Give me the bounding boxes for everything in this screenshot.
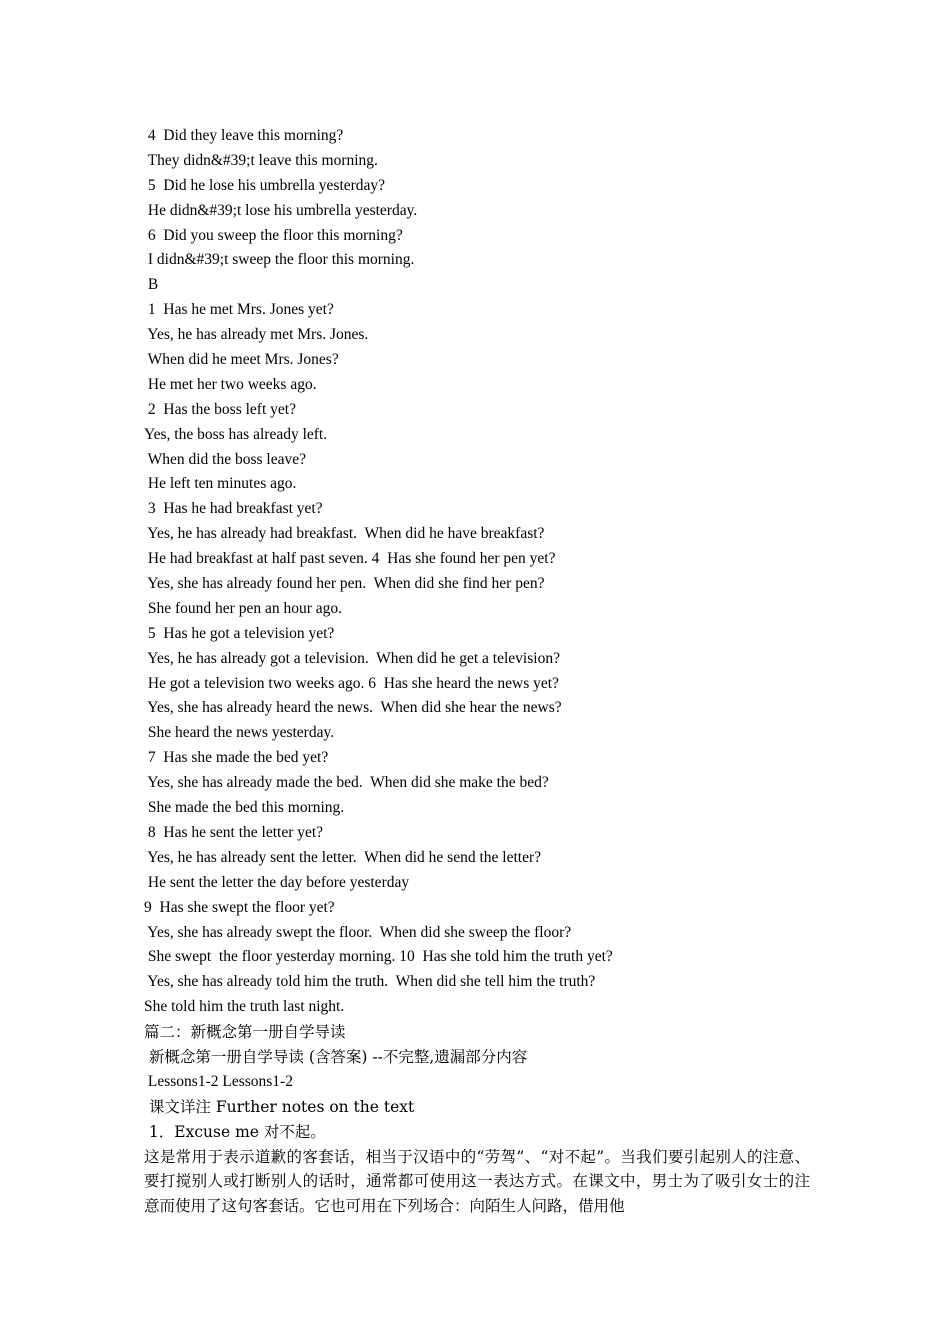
text-line: Yes, he has already sent the letter. When did he send the letter? (144, 848, 541, 866)
section-label: B (144, 276, 159, 294)
text-line: She told him the truth last night. (144, 998, 345, 1016)
text-line: Yes, she has already told him the truth. When did she tell him the truth? (144, 973, 596, 991)
text-line: She made the bed this morning. (144, 799, 345, 817)
text-line: He had breakfast at half past seven. 4 Has she found her pen yet? (144, 550, 556, 568)
text-line: He met her two weeks ago. (144, 375, 317, 393)
lesson-label: Lessons1-2 Lessons1-2 (144, 1072, 293, 1090)
text-line: Yes, she has already made the bed. When did she make the bed? (144, 774, 549, 792)
text-line: She swept the floor yesterday morning. 10 Has she told him the truth yet? (144, 948, 613, 966)
text-line: 5 Has he got a television yet? (144, 624, 335, 642)
text-line: 3 Has he had breakfast yet? (144, 500, 323, 518)
text-line: Yes, she has already heard the news. When did she hear the news? (144, 699, 562, 717)
text-line: They didn&#39;t leave this morning. (144, 151, 378, 169)
text-line: 5 Did he lose his umbrella yesterday? (144, 176, 386, 194)
text-line: When did the boss leave? (144, 450, 306, 468)
text-line: 7 Has she made the bed yet? (144, 749, 329, 767)
text-line: 4 Did they leave this morning? (144, 127, 344, 144)
text-line: Yes, she has already found her pen. When did she find her pen? (144, 575, 545, 593)
text-line: When did he meet Mrs. Jones? (144, 351, 339, 369)
text-line: Yes, the boss has already left. (144, 425, 328, 443)
text-line: 9 Has she swept the floor yet? (144, 898, 335, 916)
document-body (144, 124, 810, 1219)
text-line: 2 Has the boss left yet? (144, 400, 296, 418)
text-line: He got a television two weeks ago. 6 Has she heard the news yet? (144, 674, 559, 692)
text-line: Yes, she has already swept the floor. When did she sweep the floor? (144, 923, 572, 941)
text-line: 1 Has he met Mrs. Jones yet? (144, 301, 334, 319)
section-heading: 篇二：新概念第一册自学导读 (144, 1023, 346, 1042)
text-line: He left ten minutes ago. (144, 475, 297, 493)
text-line: I didn&#39;t sweep the floor this morning. (144, 251, 415, 269)
document-subtitle: 新概念第一册自学导读 (含答案) --不完整,遗漏部分内容 (144, 1047, 528, 1066)
notes-heading: 课文详注 Further notes on the text (144, 1097, 415, 1116)
text-line: He sent the letter the day before yesterday (144, 873, 410, 891)
text-line: Yes, he has already got a television. When did he get a television? (144, 649, 560, 667)
note-paragraph: 这是常用于表示道歉的客套话，相当于汉语中的“劳驾”、“对不起”。当我们要引起别人的注意、要打搅别人或打断别人的话时，通常都可使用这一表达方式。在课文中，男士为了吸引女士的注意而使用了这句客套话。它也可用在下列场合：向陌生人问路，借用他 (144, 1147, 810, 1216)
text-line: Yes, he has already met Mrs. Jones. (144, 326, 369, 344)
note-item: 1．Excuse me 对不起。 (144, 1122, 326, 1141)
text-line: 8 Has he sent the letter yet? (144, 823, 324, 841)
text-line: Yes, he has already had breakfast. When did he have breakfast? (144, 525, 545, 543)
text-line: He didn&#39;t lose his umbrella yesterday. (144, 201, 418, 219)
text-line: 6 Did you sweep the floor this morning? (144, 226, 403, 244)
text-line: She found her pen an hour ago. (144, 599, 343, 617)
text-line: She heard the news yesterday. (144, 724, 335, 742)
